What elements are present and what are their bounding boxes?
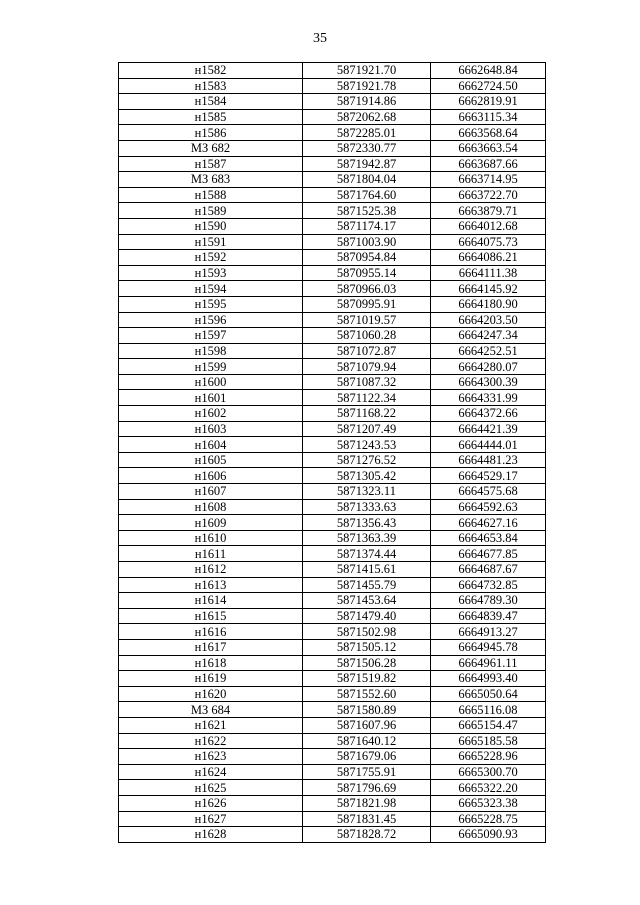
y-coordinate-cell: 6665116.08 (431, 702, 546, 718)
table-row (119, 374, 546, 390)
table-row (119, 312, 546, 328)
table-row (119, 608, 546, 624)
point-id-cell: н1625 (119, 780, 303, 796)
x-coordinate-cell: 5870954.84 (303, 250, 431, 266)
x-coordinate-cell: 5871455.79 (303, 577, 431, 593)
point-id-cell: н1611 (119, 546, 303, 562)
point-id-cell: н1603 (119, 421, 303, 437)
point-id-cell: н1591 (119, 234, 303, 250)
point-id-cell: н1588 (119, 187, 303, 203)
x-coordinate-cell: 5871207.49 (303, 421, 431, 437)
point-id-cell: н1614 (119, 593, 303, 609)
y-coordinate-cell: 6664247.34 (431, 328, 546, 344)
point-id-cell: н1615 (119, 608, 303, 624)
x-coordinate-cell: 5872062.68 (303, 109, 431, 125)
point-id-cell: н1619 (119, 671, 303, 687)
y-coordinate-cell: 6664444.01 (431, 437, 546, 453)
y-coordinate-cell: 6664086.21 (431, 250, 546, 266)
x-coordinate-cell: 5871764.60 (303, 187, 431, 203)
y-coordinate-cell: 6664372.66 (431, 406, 546, 422)
x-coordinate-cell: 5871276.52 (303, 452, 431, 468)
table-row (119, 343, 546, 359)
y-coordinate-cell: 6665154.47 (431, 717, 546, 733)
x-coordinate-cell: 5872330.77 (303, 140, 431, 156)
point-id-cell: н1626 (119, 795, 303, 811)
table-row (119, 109, 546, 125)
x-coordinate-cell: 5871072.87 (303, 343, 431, 359)
table-row (119, 499, 546, 515)
table-row (119, 406, 546, 422)
table-row (119, 156, 546, 172)
table-row (119, 827, 546, 843)
y-coordinate-cell: 6663722.70 (431, 187, 546, 203)
table-row (119, 359, 546, 375)
x-coordinate-cell: 5871679.06 (303, 749, 431, 765)
table-row (119, 484, 546, 500)
table-row (119, 281, 546, 297)
point-id-cell: н1628 (119, 827, 303, 843)
point-id-cell: н1624 (119, 764, 303, 780)
y-coordinate-cell: 6665322.20 (431, 780, 546, 796)
table-row (119, 530, 546, 546)
table-row (119, 94, 546, 110)
table-row (119, 639, 546, 655)
x-coordinate-cell: 5871525.38 (303, 203, 431, 219)
point-id-cell: н1598 (119, 343, 303, 359)
table-row (119, 203, 546, 219)
y-coordinate-cell: 6664012.68 (431, 218, 546, 234)
y-coordinate-cell: 6664627.16 (431, 515, 546, 531)
x-coordinate-cell: 5871607.96 (303, 717, 431, 733)
table-row (119, 780, 546, 796)
y-coordinate-cell: 6663115.34 (431, 109, 546, 125)
table-row (119, 187, 546, 203)
point-id-cell: н1589 (119, 203, 303, 219)
y-coordinate-cell: 6663663.54 (431, 140, 546, 156)
point-id-cell: н1595 (119, 296, 303, 312)
y-coordinate-cell: 6664732.85 (431, 577, 546, 593)
table-row (119, 515, 546, 531)
point-id-cell: н1594 (119, 281, 303, 297)
point-id-cell: н1601 (119, 390, 303, 406)
x-coordinate-cell: 5871453.64 (303, 593, 431, 609)
point-id-cell: н1612 (119, 562, 303, 578)
y-coordinate-cell: 6664575.68 (431, 484, 546, 500)
y-coordinate-cell: 6664839.47 (431, 608, 546, 624)
point-id-cell: н1600 (119, 374, 303, 390)
point-id-cell: н1627 (119, 811, 303, 827)
table-row (119, 546, 546, 562)
point-id-cell: МЗ 683 (119, 172, 303, 188)
y-coordinate-cell: 6664145.92 (431, 281, 546, 297)
x-coordinate-cell: 5871374.44 (303, 546, 431, 562)
y-coordinate-cell: 6664653.84 (431, 530, 546, 546)
point-id-cell: н1587 (119, 156, 303, 172)
x-coordinate-cell: 5872285.01 (303, 125, 431, 141)
x-coordinate-cell: 5871060.28 (303, 328, 431, 344)
x-coordinate-cell: 5871821.98 (303, 795, 431, 811)
point-id-cell: н1604 (119, 437, 303, 453)
x-coordinate-cell: 5871333.63 (303, 499, 431, 515)
x-coordinate-cell: 5871356.43 (303, 515, 431, 531)
table-row (119, 702, 546, 718)
table-row (119, 172, 546, 188)
x-coordinate-cell: 5871921.78 (303, 78, 431, 94)
table-row (119, 655, 546, 671)
point-id-cell: н1617 (119, 639, 303, 655)
point-id-cell: н1608 (119, 499, 303, 515)
point-id-cell: МЗ 682 (119, 140, 303, 156)
table-row (119, 296, 546, 312)
y-coordinate-cell: 6664993.40 (431, 671, 546, 687)
table-row (119, 452, 546, 468)
y-coordinate-cell: 6662819.91 (431, 94, 546, 110)
y-coordinate-cell: 6664945.78 (431, 639, 546, 655)
table-row (119, 686, 546, 702)
table-row (119, 421, 546, 437)
x-coordinate-cell: 5871363.39 (303, 530, 431, 546)
y-coordinate-cell: 6664529.17 (431, 468, 546, 484)
x-coordinate-cell: 5871243.53 (303, 437, 431, 453)
point-id-cell: н1597 (119, 328, 303, 344)
x-coordinate-cell: 5871003.90 (303, 234, 431, 250)
x-coordinate-cell: 5871831.45 (303, 811, 431, 827)
point-id-cell: н1621 (119, 717, 303, 733)
y-coordinate-cell: 6664687.67 (431, 562, 546, 578)
x-coordinate-cell: 5871323.11 (303, 484, 431, 500)
x-coordinate-cell: 5871796.69 (303, 780, 431, 796)
y-coordinate-cell: 6664331.99 (431, 390, 546, 406)
x-coordinate-cell: 5871174.17 (303, 218, 431, 234)
x-coordinate-cell: 5871519.82 (303, 671, 431, 687)
x-coordinate-cell: 5871479.40 (303, 608, 431, 624)
table-row (119, 468, 546, 484)
point-id-cell: н1622 (119, 733, 303, 749)
y-coordinate-cell: 6664075.73 (431, 234, 546, 250)
table-row (119, 811, 546, 827)
x-coordinate-cell: 5871506.28 (303, 655, 431, 671)
table-row (119, 671, 546, 687)
y-coordinate-cell: 6665323.38 (431, 795, 546, 811)
table-row (119, 250, 546, 266)
point-id-cell: н1586 (119, 125, 303, 141)
y-coordinate-cell: 6664280.07 (431, 359, 546, 375)
table-row (119, 624, 546, 640)
page-number: 35 (313, 31, 327, 46)
y-coordinate-cell: 6664180.90 (431, 296, 546, 312)
table-row (119, 234, 546, 250)
y-coordinate-cell: 6665050.64 (431, 686, 546, 702)
table-row (119, 218, 546, 234)
point-id-cell: н1616 (119, 624, 303, 640)
point-id-cell: н1620 (119, 686, 303, 702)
point-id-cell: н1584 (119, 94, 303, 110)
table-row (119, 733, 546, 749)
y-coordinate-cell: 6664592.63 (431, 499, 546, 515)
y-coordinate-cell: 6664789.30 (431, 593, 546, 609)
table-row (119, 63, 546, 79)
y-coordinate-cell: 6665300.70 (431, 764, 546, 780)
point-id-cell: н1585 (119, 109, 303, 125)
table-row (119, 764, 546, 780)
x-coordinate-cell: 5871828.72 (303, 827, 431, 843)
y-coordinate-cell: 6665228.96 (431, 749, 546, 765)
x-coordinate-cell: 5871580.89 (303, 702, 431, 718)
y-coordinate-cell: 6665228.75 (431, 811, 546, 827)
point-id-cell: н1602 (119, 406, 303, 422)
y-coordinate-cell: 6664252.51 (431, 343, 546, 359)
y-coordinate-cell: 6664421.39 (431, 421, 546, 437)
table-row (119, 562, 546, 578)
x-coordinate-cell: 5871087.32 (303, 374, 431, 390)
table-row (119, 328, 546, 344)
x-coordinate-cell: 5871640.12 (303, 733, 431, 749)
point-id-cell: н1613 (119, 577, 303, 593)
table-row (119, 593, 546, 609)
x-coordinate-cell: 5871122.34 (303, 390, 431, 406)
table-row (119, 749, 546, 765)
x-coordinate-cell: 5871305.42 (303, 468, 431, 484)
x-coordinate-cell: 5871079.94 (303, 359, 431, 375)
y-coordinate-cell: 6663714.95 (431, 172, 546, 188)
table-row (119, 390, 546, 406)
table-row (119, 78, 546, 94)
y-coordinate-cell: 6665090.93 (431, 827, 546, 843)
y-coordinate-cell: 6664300.39 (431, 374, 546, 390)
point-id-cell: н1623 (119, 749, 303, 765)
table-row (119, 140, 546, 156)
y-coordinate-cell: 6663879.71 (431, 203, 546, 219)
y-coordinate-cell: 6664961.11 (431, 655, 546, 671)
x-coordinate-cell: 5871019.57 (303, 312, 431, 328)
x-coordinate-cell: 5870966.03 (303, 281, 431, 297)
table-row (119, 795, 546, 811)
point-id-cell: н1607 (119, 484, 303, 500)
point-id-cell: н1593 (119, 265, 303, 281)
point-id-cell: н1618 (119, 655, 303, 671)
x-coordinate-cell: 5871415.61 (303, 562, 431, 578)
point-id-cell: н1605 (119, 452, 303, 468)
x-coordinate-cell: 5871552.60 (303, 686, 431, 702)
x-coordinate-cell: 5871505.12 (303, 639, 431, 655)
point-id-cell: н1610 (119, 530, 303, 546)
x-coordinate-cell: 5871921.70 (303, 63, 431, 79)
y-coordinate-cell: 6662724.50 (431, 78, 546, 94)
table-row (119, 577, 546, 593)
point-id-cell: н1590 (119, 218, 303, 234)
point-id-cell: н1599 (119, 359, 303, 375)
table-row (119, 265, 546, 281)
point-id-cell: МЗ 684 (119, 702, 303, 718)
y-coordinate-cell: 6665185.58 (431, 733, 546, 749)
x-coordinate-cell: 5871804.04 (303, 172, 431, 188)
point-id-cell: н1609 (119, 515, 303, 531)
x-coordinate-cell: 5870955.14 (303, 265, 431, 281)
y-coordinate-cell: 6664203.50 (431, 312, 546, 328)
table-row (119, 717, 546, 733)
x-coordinate-cell: 5871942.87 (303, 156, 431, 172)
y-coordinate-cell: 6663568.64 (431, 125, 546, 141)
y-coordinate-cell: 6664677.85 (431, 546, 546, 562)
point-id-cell: н1592 (119, 250, 303, 266)
y-coordinate-cell: 6664913.27 (431, 624, 546, 640)
x-coordinate-cell: 5871502.98 (303, 624, 431, 640)
y-coordinate-cell: 6664111.38 (431, 265, 546, 281)
y-coordinate-cell: 6664481.23 (431, 452, 546, 468)
coordinates-table (118, 62, 546, 843)
x-coordinate-cell: 5871914.86 (303, 94, 431, 110)
point-id-cell: н1582 (119, 63, 303, 79)
coordinates-table-body (119, 63, 546, 843)
y-coordinate-cell: 6662648.84 (431, 63, 546, 79)
x-coordinate-cell: 5871755.91 (303, 764, 431, 780)
table-row (119, 437, 546, 453)
table-row (119, 125, 546, 141)
x-coordinate-cell: 5871168.22 (303, 406, 431, 422)
point-id-cell: н1606 (119, 468, 303, 484)
point-id-cell: н1596 (119, 312, 303, 328)
y-coordinate-cell: 6663687.66 (431, 156, 546, 172)
x-coordinate-cell: 5870995.91 (303, 296, 431, 312)
point-id-cell: н1583 (119, 78, 303, 94)
